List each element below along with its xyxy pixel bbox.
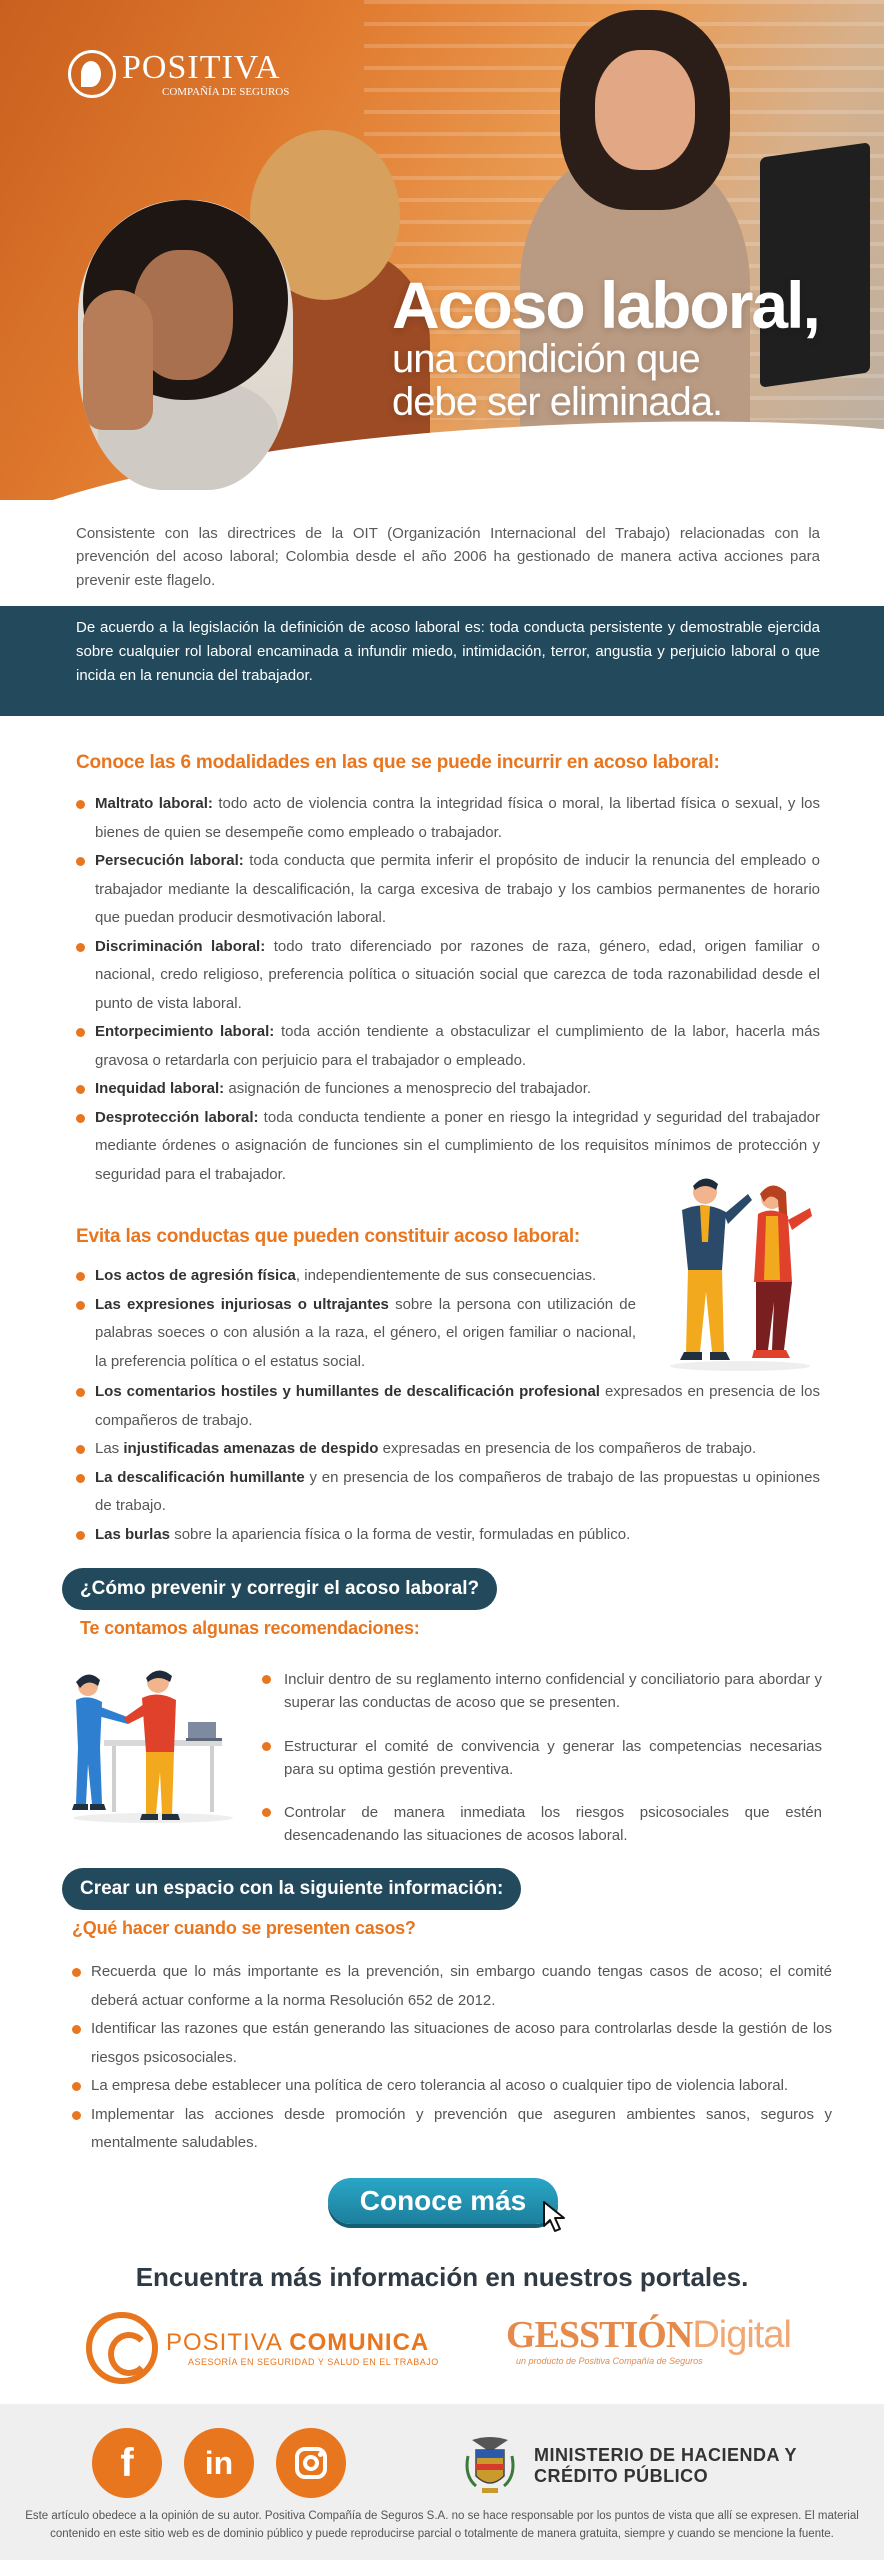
angry-woman-face xyxy=(595,50,695,170)
arguing-people-illustration xyxy=(660,1172,820,1372)
evita-title: Evita las conductas que pueden constituir acoso laboral: xyxy=(76,1226,581,1247)
positiva-comunica-logo[interactable] xyxy=(86,2312,439,2384)
list-item: Discriminación laboral: todo trato diferenciado por razones de raza, género, edad, origen familiar o nacional, credo religioso, preferencia política o situación social que carezca de toda razonabilidad desde el punto de vista laboral. xyxy=(76,933,820,1019)
hero-title-line2: una condición que xyxy=(392,337,700,381)
list-item: La empresa debe establecer una política de cero tolerancia al acoso o cualquier tipo de violencia laboral. xyxy=(72,2072,832,2101)
list-item: Los actos de agresión física, independientemente de sus consecuencias. xyxy=(76,1262,636,1291)
list-item: Las expresiones injuriosas o ultrajantes sobre la persona con utilización de palabras soeces o con alusión a la raza, el género, el origen familiar o nacional, la preferencia política o el estatus social. xyxy=(76,1291,636,1377)
list-item: Inequidad laboral: asignación de funciones a menosprecio del trabajador. xyxy=(76,1075,820,1104)
definition-text: De acuerdo a la legislación la definición de acoso laboral es: toda conducta persistente y demostrable ejercida sobre cualquier rol laboral encaminada a infundir miedo, intimidación, terror, angustia y perjuicio laboral o que incida en la renuncia del trabajador. xyxy=(76,619,820,684)
list-item: Controlar de manera inmediata los riesgos psicosociales que estén desencadenando las situaciones de acosos laboral. xyxy=(262,1801,822,1848)
evita-list-top xyxy=(76,1262,636,1376)
list-item: Estructurar el comité de convivencia y generar las competencias necesarias para su optima gestión preventiva. xyxy=(262,1735,822,1782)
hero-banner xyxy=(0,0,884,500)
ministerio-line2: CRÉDITO PÚBLICO xyxy=(534,2466,709,2486)
conoce-mas-button[interactable]: Conoce más xyxy=(328,2178,558,2224)
intro-paragraph: Consistente con las directrices de la OIT (Organización Internacional del Trabajo) relacionadas con la prevención del acoso laboral; Colombia desde el año 2006 ha gestionado de manera activa acciones para prevenir este flagelo. xyxy=(76,525,820,589)
hero-title-bold: Acoso laboral, xyxy=(392,268,819,342)
list-item: Las injustificadas amenazas de despido expresadas en presencia de los compañeros de trabajo. xyxy=(76,1435,820,1464)
list-item: Las burlas sobre la apariencia física o la forma de vestir, formuladas en público. xyxy=(76,1521,820,1550)
colombia-coat-of-arms-icon xyxy=(462,2436,518,2496)
positiva-logo-icon xyxy=(68,50,116,98)
definition-band xyxy=(0,606,884,716)
facebook-icon[interactable]: f xyxy=(92,2428,162,2498)
disclaimer-text: Este artículo obedece a la opinión de su autor. Positiva Compañía de Seguros S.A. no se hace responsable por los puntos de vista que allí se expresen. El material contenido en este sitio web es de dominio público y puede reproducirse parcial o totalmente de manera gratuita, siempre y cuando se mencione la fuente. xyxy=(25,2510,859,2540)
meeting-people-illustration xyxy=(68,1664,238,1824)
list-item: Entorpecimiento laboral: toda acción tendiente a obstaculizar el cumplimiento de la labor, hacerla más gravosa o retardarla con perjuicio para el trabajador o empleado. xyxy=(76,1018,820,1075)
comunica-subtitle: ASESORÍA EN SEGURIDAD Y SALUD EN EL TRABAJO xyxy=(188,2357,439,2367)
recomendaciones-list xyxy=(262,1668,822,1848)
gesstion-name-a: GESSTIÓN xyxy=(506,2314,693,2356)
prevenir-subtitle: Te contamos algunas recomendaciones: xyxy=(80,1618,420,1638)
pointer-cursor-icon xyxy=(540,2200,570,2234)
list-item: Incluir dentro de su reglamento interno confidencial y conciliatorio para abordar y superar las conductas de acoso que se presenten. xyxy=(262,1668,822,1715)
list-item: Identificar las razones que están generando las situaciones de acoso para controlarlas desde la gestión de los riesgos psicosociales. xyxy=(72,2015,832,2072)
instagram-icon[interactable] xyxy=(276,2428,346,2498)
modalidades-title: Conoce las 6 modalidades en las que se puede incurrir en acoso laboral: xyxy=(76,752,720,773)
list-item: Los comentarios hostiles y humillantes de descalificación profesional expresados en presencia de los compañeros de trabajo. xyxy=(76,1378,820,1435)
list-item: Implementar las acciones desde promoción y prevención que aseguren ambientes sanos, seguros y mentalmente saludables. xyxy=(72,2101,832,2158)
brand-subtitle: COMPAÑÍA DE SEGUROS xyxy=(162,85,290,98)
list-item: La descalificación humillante y en presencia de los compañeros de trabajo de las propuestas u opiniones de trabajo. xyxy=(76,1464,820,1521)
stop-hand xyxy=(83,290,153,430)
comunica-logo-icon xyxy=(86,2312,158,2384)
espacio-pill: Crear un espacio con la siguiente información: xyxy=(62,1868,521,1910)
casos-list xyxy=(72,1958,832,2158)
comunica-name-a: POSITIVA xyxy=(166,2329,290,2356)
list-item: Maltrato laboral: todo acto de violencia contra la integridad física o moral, la libertad física o sexual, y los bienes de quien se desempeñe como empleado o trabajador. xyxy=(76,790,820,847)
gesstion-digital-logo[interactable] xyxy=(506,2316,791,2366)
brand-name: POSITIVA xyxy=(122,48,281,86)
positiva-logo[interactable] xyxy=(68,50,289,98)
gesstion-subtitle: un producto de Positiva Compañía de Seguros xyxy=(516,2356,703,2366)
comunica-name-b: COMUNICA xyxy=(289,2329,430,2356)
linkedin-icon[interactable]: in xyxy=(184,2428,254,2498)
evita-list-bottom xyxy=(76,1378,820,1549)
stop-gesture-photo xyxy=(78,200,293,490)
espacio-subtitle: ¿Qué hacer cuando se presenten casos? xyxy=(72,1918,416,1938)
list-item: Persecución laboral: toda conducta que permita inferir el propósito de inducir la renuncia del empleado o trabajador mediante la descalificación, la carga excesiva de trabajo y los cambios permanentes de horario que puedan producir desmotivación laboral. xyxy=(76,847,820,933)
ministerio-line1: MINISTERIO DE HACIENDA Y xyxy=(534,2445,798,2466)
hero-title-line3: debe ser eliminada. xyxy=(392,380,723,425)
modalidades-list xyxy=(76,790,820,1189)
ministerio-logo[interactable] xyxy=(462,2436,797,2496)
gesstion-name-b: Digital xyxy=(692,2314,791,2356)
list-item: Recuerda que lo más importante es la prevención, sin embargo cuando tengas casos de acoso; el comité deberá actuar conforme a la norma Resolución 652 de 2012. xyxy=(72,1958,832,2015)
prevenir-pill: ¿Cómo prevenir y corregir el acoso laboral? xyxy=(62,1568,497,1610)
portales-title: Encuentra más información en nuestros portales. xyxy=(135,2262,749,2292)
hero-title xyxy=(392,268,819,425)
list-item: Desprotección laboral: toda conducta tendiente a poner en riesgo la integridad y seguridad del trabajador mediante órdenes o asignación de funciones sin el cumplimiento de los requisitos mínimos de protección y seguridad para el trabajador. xyxy=(76,1104,820,1190)
